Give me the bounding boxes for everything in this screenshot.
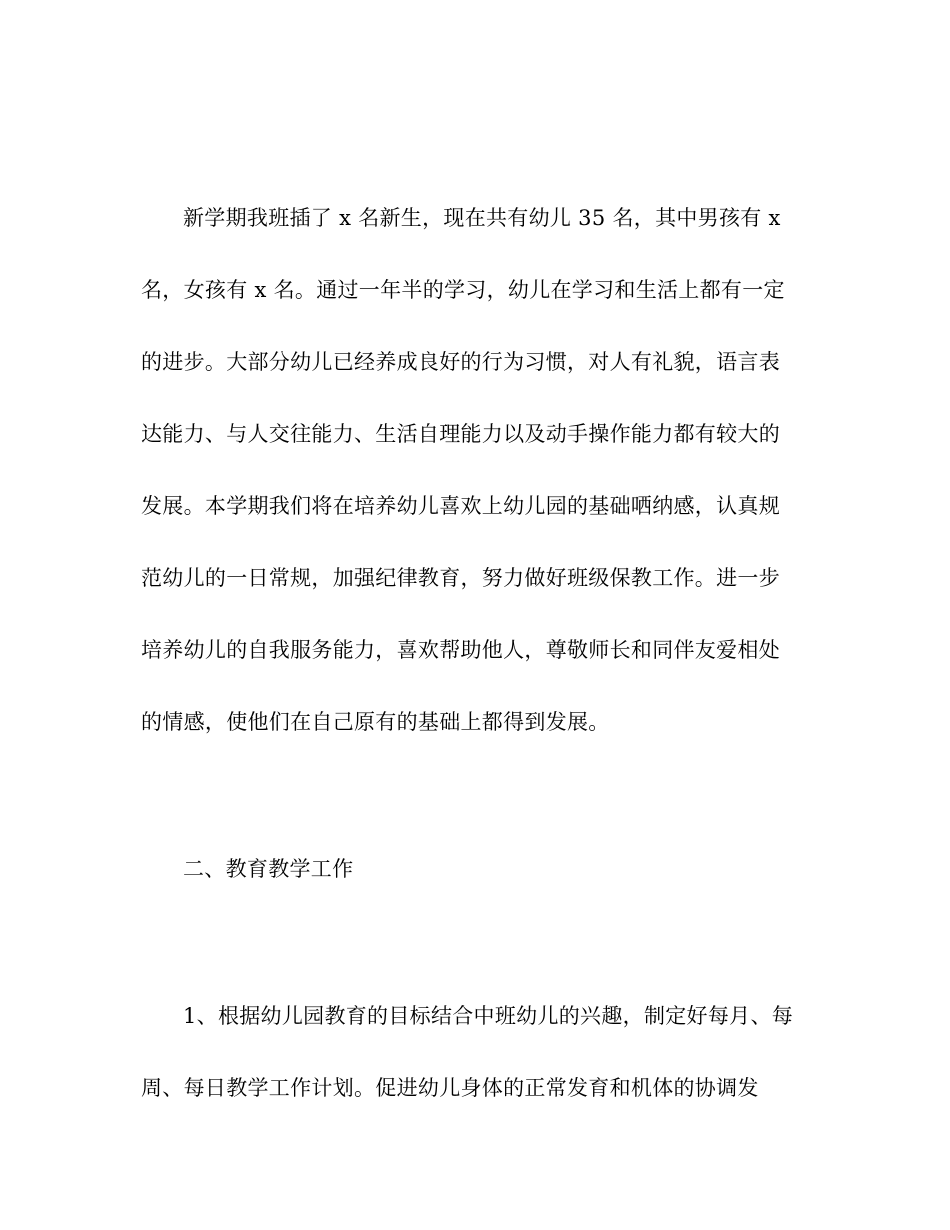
section-heading: 二、教育教学工作: [183, 857, 354, 881]
paragraph-1-line-8: 的情感，使他们在自己原有的基础上都得到发展。: [141, 710, 610, 734]
paragraph-2-line-2: 周、每日教学工作计划。促进幼儿身体的正常发育和机体的协调发: [141, 1076, 759, 1100]
paragraph-1-line-1: 新学期我班插了 x 名新生，现在共有幼儿 35 名，其中男孩有 x: [183, 206, 781, 230]
paragraph-1-line-7: 培养幼儿的自我服务能力，喜欢帮助他人，尊敬师长和同伴友爱相处: [141, 638, 780, 662]
paragraph-1-line-6: 范幼儿的一日常规，加强纪律教育，努力做好班级保教工作。进一步: [141, 566, 780, 590]
paragraph-1-line-4: 达能力、与人交往能力、生活自理能力以及动手操作能力都有较大的: [141, 422, 780, 446]
paragraph-1-line-5: 发展。本学期我们将在培养幼儿喜欢上幼儿园的基础哂纳感，认真规: [141, 494, 780, 518]
paragraph-2-line-1: 1、根据幼儿园教育的目标结合中班幼儿的兴趣，制定好每月、每: [183, 1004, 794, 1028]
paragraph-1-line-3: 的进步。大部分幼儿已经养成良好的行为习惯，对人有礼貌，语言表: [141, 350, 780, 374]
paragraph-1-line-2: 名，女孩有 x 名。通过一年半的学习，幼儿在学习和生活上都有一定: [141, 278, 785, 302]
